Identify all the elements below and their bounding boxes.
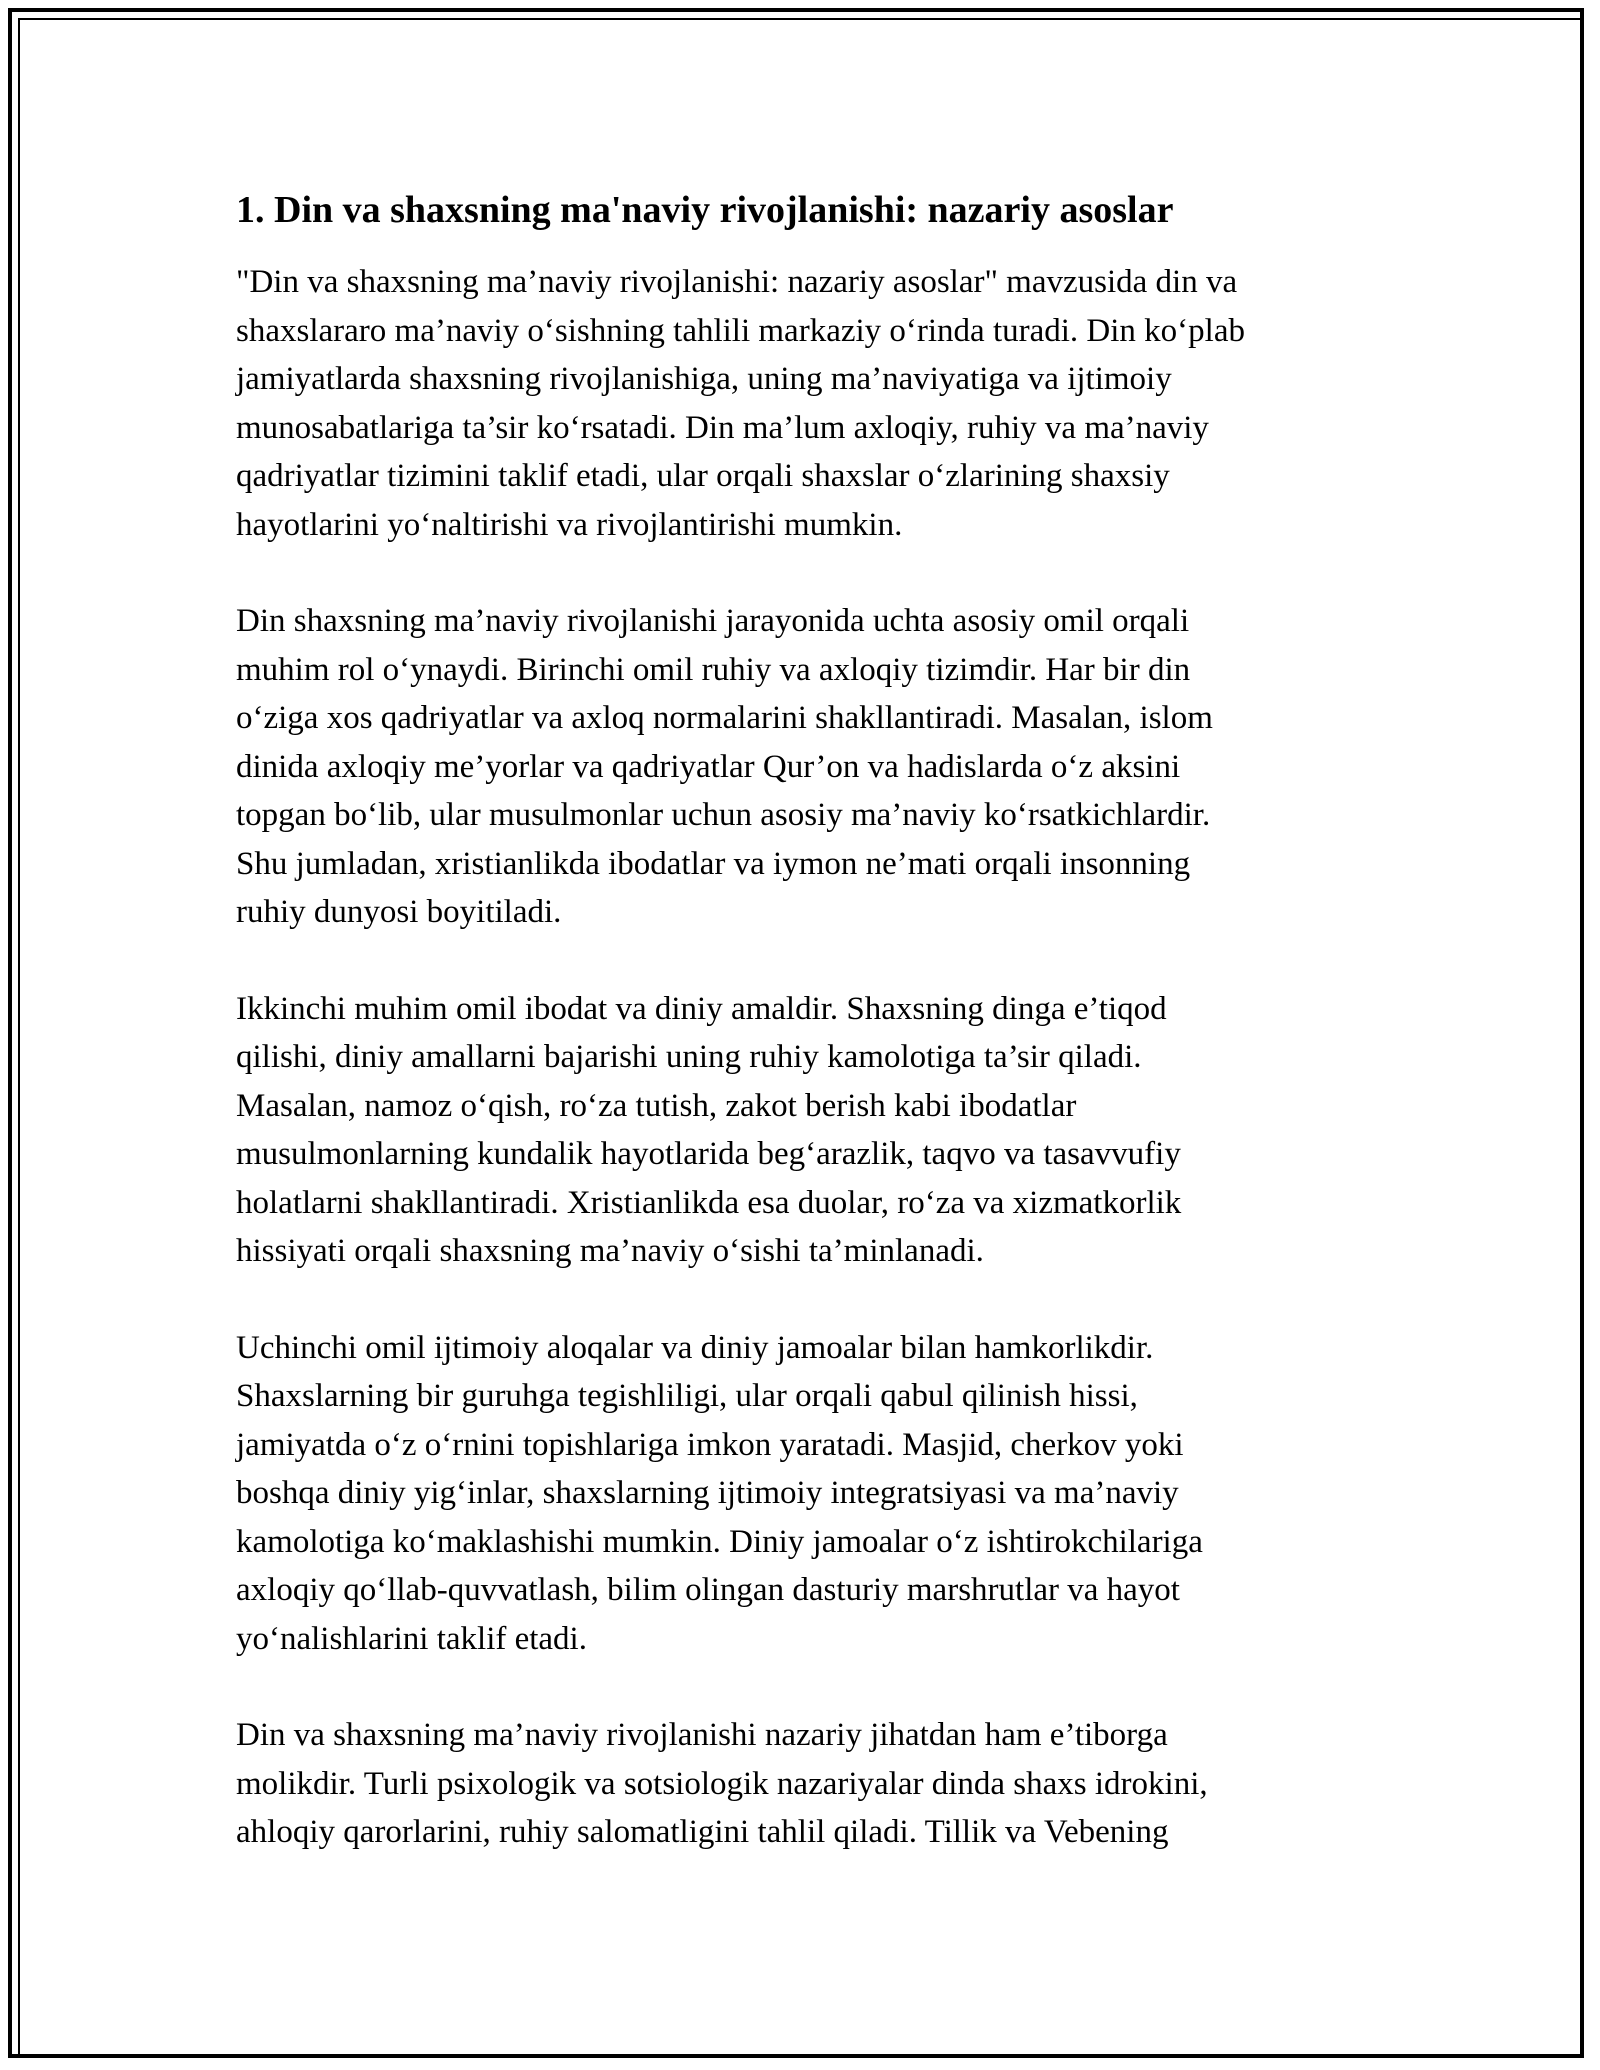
paragraph-5: Din va shaxsning ma’naviy rivojlanishi nazariy jihatdan ham e’tiborga molikdir. Turli psixologik va sotsiologik nazariyalar dinda shaxs idrokini, ahloqiy qarorlarini, ruhiy salomatligini tahlil qiladi. Tillik va Vebening [236,1717,1208,1850]
document-body [236,186,1376,1905]
paragraph-4: Uchinchi omil ijtimoiy aloqalar va diniy jamoalar bilan hamkorlikdir. Shaxslarning bir guruhga tegishliligi, ular orqali qabul qilinish hissi, jamiyatda o‘z o‘rnini topishlariga imkon yaratadi. Masjid, cherkov yoki boshqa diniy yig‘inlar, shaxslarning ijtimoiy integratsiyasi va ma’naviy kamolotiga ko‘maklashishi mumkin. Diniy jamoalar o‘z ishtirokchilariga axloqiy qo‘llab-quvvatlash, bilim olingan dasturiy marshrutlar va hayot yo‘nalishlarini taklif etadi. [236,1329,1203,1657]
section-heading: 1. Din va shaxsning ma'naviy rivojlanishi: nazariy asoslar [236,189,1174,231]
paragraph-1: "Din va shaxsning ma’naviy rivojlanishi: nazariy asoslar" mavzusida din va shaxslararo ma’naviy o‘sishning tahlili markaziy o‘rinda turadi. Din ko‘plab jamiyatlarda shaxsning rivojlanishiga, uning ma’naviyatiga va ijtimoiy munosabatlariga ta’sir ko‘rsatadi. Din ma’lum axloqiy, ruhiy va ma’naviy qadriyatlar tizimini taklif etadi, ular orqali shaxslar o‘zlarining shaxsiy hayotlarini yo‘naltirishi va rivojlantirishi mumkin. [236,264,1245,543]
paragraph-3: Ikkinchi muhim omil ibodat va diniy amaldir. Shaxsning dinga e’tiqod qilishi, diniy amallarni bajarishi uning ruhiy kamolotiga ta’sir qiladi. Masalan, namoz o‘qish, ro‘za tutish, zakot berish kabi ibodatlar musulmonlarning kundalik hayotlarida beg‘arazlik, taqvo va tasavvufiy holatlarni shakllantiradi. Xristianlikda esa duolar, ro‘za va xizmatkorlik hissiyati orqali shaxsning ma’naviy o‘sishi ta’minlanadi. [236,990,1182,1269]
paragraph-2: Din shaxsning ma’naviy rivojlanishi jarayonida uchta asosiy omil orqali muhim rol o‘ynaydi. Birinchi omil ruhiy va axloqiy tizimdir. Har bir din o‘ziga xos qadriyatlar va axloq normalarini shakllantiradi. Masalan, islom dinida axloqiy me’yorlar va qadriyatlar Qur’on va hadislarda o‘z aksini topgan bo‘lib, ular musulmonlar uchun asosiy ma’naviy ko‘rsatkichlardir. Shu jumladan, xristianlikda ibodatlar va iymon ne’mati orqali insonning ruhiy dunyosi boyitiladi. [236,603,1213,930]
